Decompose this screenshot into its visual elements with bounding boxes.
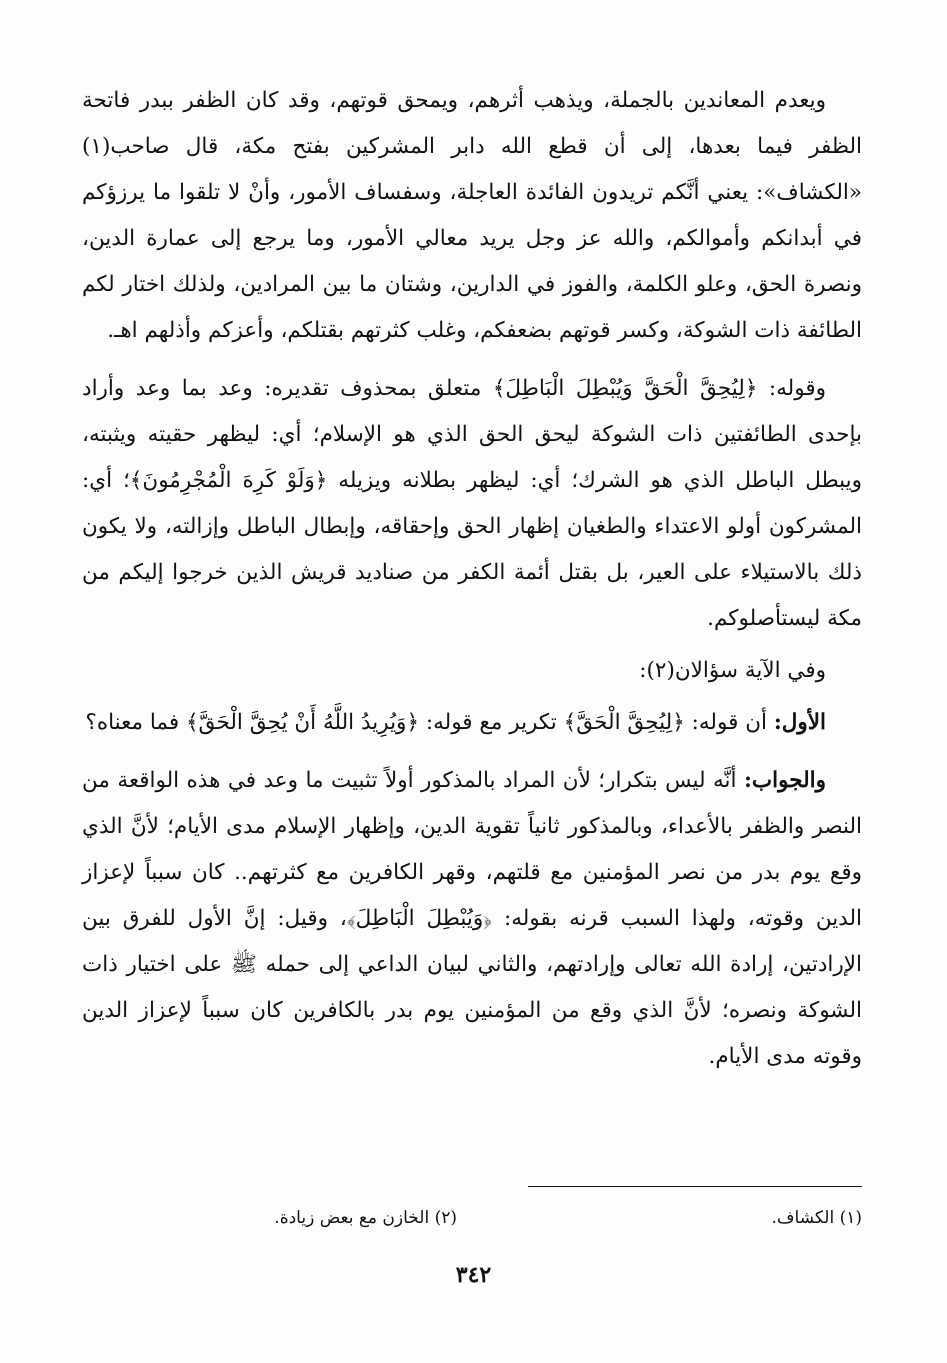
paragraph-4 [82, 700, 862, 746]
paragraph-4-lead: الأول: [773, 710, 826, 735]
paragraph-3 [82, 648, 862, 694]
footnote-separator [528, 1186, 862, 1187]
footnote-2: (٢) الخازن مع بعض زيادة. [274, 1208, 457, 1228]
paragraph-5 [82, 758, 862, 1080]
footnote-1: (١) الكشاف. [771, 1208, 862, 1228]
page-number: ٣٤٢ [455, 1262, 492, 1288]
paragraph-1 [82, 78, 862, 354]
paragraph-1-text: ويعدم المعاندين بالجملة، ويذهب أثرهم، ويمحق قوتهم، وقد كان الظفر ببدر فاتحة الظفر فيما بعدها، إلى أن قطع الله دابر المشركين بفتح مكة، قال صاحب(١) «الكشاف»: يعني أنَّكم تريدون الفائدة العاجلة، وسفساف الأمور، وأنْ لا تلقوا ما يرزؤكم في أبدانكم وأموالكم، والله عز وجل يريد معالي الأمور، وما يرجع إلى عمارة الدين، ونصرة الحق، وعلو الكلمة، والفوز في الدارين، وشتان ما بين المرادين، ولذلك اختار لكم الطائفة ذات الشوكة، وكسر قوتهم بضعفكم، وغلب كثرتهم بقتلكم، وأعزكم وأذلهم اهـ. [82, 88, 862, 343]
paragraph-2-text: وقوله: ﴿لِيُحِقَّ الْحَقَّ وَيُبْطِلَ الْبَاطِلَ﴾ متعلق بمحذوف تقديره: وعد بما وعد وأراد بإحدى الطائفتين ذات الشوكة ليحق الحق الذي هو الإسلام؛ أي: ليظهر حقيته ويثبته، ويبطل الباطل الذي هو الشرك؛ أي: ليظهر بطلانه ويزيله ﴿وَلَوْ كَرِهَ الْمُجْرِمُونَ﴾؛ أي: المشركون أولو الاعتداء والطغيان إظهار الحق وإحقاقه، وإبطال الباطل وإزالته، ولا يكون ذلك بالاستيلاء على العير، بل بقتل أئمة الكفر من صناديد قريش الذين خرجوا إليكم من مكة ليستأصلوكم. [82, 376, 862, 631]
paragraph-5-lead: والجواب: [743, 768, 826, 793]
paragraph-4-text: أن قوله: ﴿لِيُحِقَّ الْحَقَّ﴾ تكرير مع قوله: ﴿وَيُرِيدُ اللَّهُ أَنْ يُحِقَّ الْحَقَّ﴾ فما معناه؟ [85, 710, 767, 735]
paragraph-3-text: وفي الآية سؤالان(٢): [639, 658, 826, 683]
main-text-block [82, 78, 862, 1080]
paragraph-2 [82, 366, 862, 642]
paragraph-5-text: أنَّه ليس بتكرار؛ لأن المراد بالمذكور أولاً تثبيت ما وعد في هذه الواقعة من النصر والظفر بالأعداء، وبالمذكور ثانياً تقوية الدين، وإظهار الإسلام مدى الأيام؛ لأنَّ الذي وقع يوم بدر من نصر المؤمنين مع قلتهم، وقهر الكافرين مع كثرتهم.. كان سبباً لإعزاز الدين وقوته، ولهذا السبب قرنه بقوله: ﴿وَيُبْطِلَ الْبَاطِلَ﴾، وقيل: إنَّ الأول للفرق بين الإرادتين، إرادة الله تعالى وإرادتهم، والثاني لبيان الداعي إلى حمله ﷺ على اختيار ذات الشوكة ونصره؛ لأنَّ الذي وقع من المؤمنين يوم بدر بالكافرين كان سبباً لإعزاز الدين وقوته مدى الأيام. [82, 768, 862, 1069]
